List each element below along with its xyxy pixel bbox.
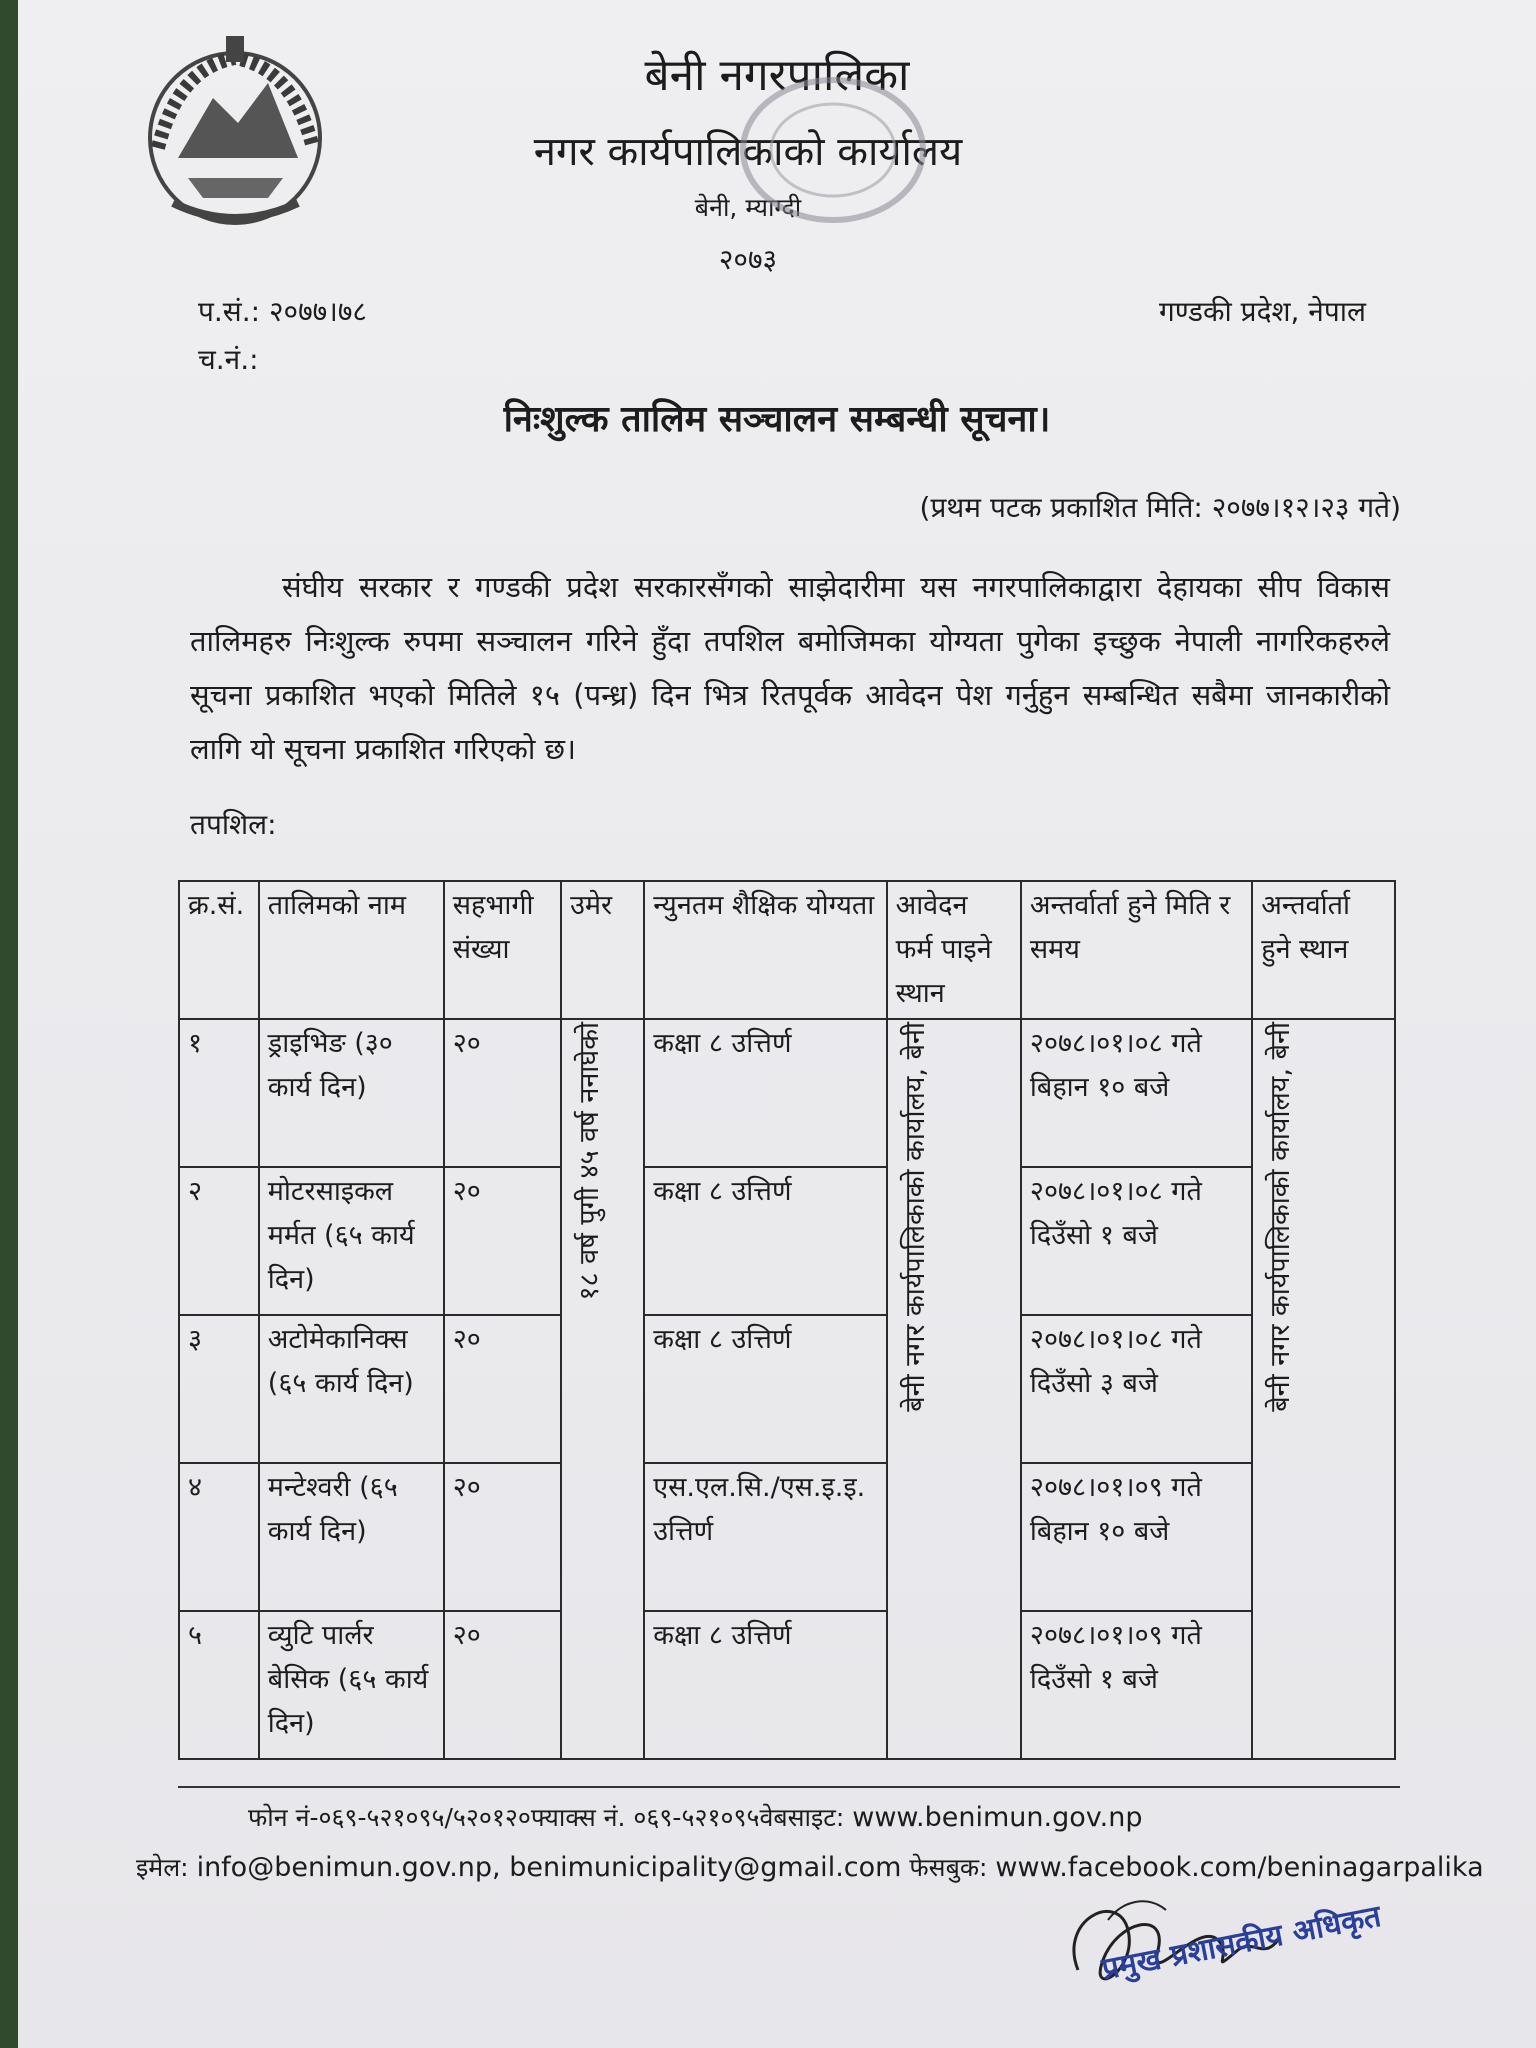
office-name: बेनी नगरपालिका	[644, 50, 910, 101]
reference-number: प.सं.: २०७७।७८	[198, 295, 367, 328]
row-serial: १	[179, 1019, 259, 1167]
table-row	[179, 1315, 1395, 1463]
office-stamp-icon	[728, 70, 938, 230]
table-header-row	[179, 881, 1395, 1019]
header-interview-date: अन्तर्वार्ता हुने मिति र समय	[1021, 881, 1252, 1019]
row-training-name: ड्राइभिङ (३० कार्य दिन)	[259, 1019, 444, 1167]
office-established: २०७३	[718, 243, 778, 276]
footer-email-label: इमेल:	[136, 1853, 189, 1882]
row-interview-date: २०७८।०१।०८ गते दिउँसो १ बजे	[1021, 1167, 1252, 1315]
notice-body: संघीय सरकार र गण्डकी प्रदेश सरकारसँगको साझेदारीमा यस नगरपालिकाद्वारा देहायका सीप विकास तालिमहरु निःशुल्क रुपमा सञ्चालन गरिने हुँदा तपशिल बमोजिमका योग्यता पुगेका इच्छुक नेपाली नागरिकहरुले सूचना प्रकाशित भएको मितिले १५ (पन्ध्र) दिन भित्र रितपूर्वक आवेदन पेश गर्नुहुन सम्बन्धित सबैमा जानकारीको लागि यो सूचना प्रकाशित गरिएको छ।	[190, 570, 1390, 766]
header-training-name: तालिमको नाम	[259, 881, 444, 1019]
row-qualification: एस.एल.सि./एस.इ.इ. उत्तिर्ण	[644, 1463, 886, 1611]
row-participants: २०	[444, 1611, 561, 1759]
row-training-name: मोटरसाइकल मर्मत (६५ कार्य दिन)	[259, 1167, 444, 1315]
footer-facebook-link[interactable]: www.facebook.com/beninagarpalika	[995, 1852, 1484, 1883]
row-qualification: कक्षा ८ उत्तिर्ण	[644, 1167, 886, 1315]
notice-page	[18, 0, 1536, 2048]
footer-email-link[interactable]: info@benimun.gov.np, benimunicipality@gmail.com	[196, 1852, 902, 1883]
header-interview-place: अन्तर्वार्ता हुने स्थान	[1252, 881, 1395, 1019]
dispatch-number: च.नं.:	[198, 343, 259, 376]
row-qualification: कक्षा ८ उत्तिर्ण	[644, 1611, 886, 1759]
row-interview-date: २०७८।०१।०८ गते दिउँसो ३ बजे	[1021, 1315, 1252, 1463]
form-place-merged-cell	[887, 1019, 1021, 1759]
footer-website-link[interactable]: www.benimun.gov.np	[852, 1802, 1143, 1833]
row-training-name: व्युटि पार्लर बेसिक (६५ कार्य दिन)	[259, 1611, 444, 1759]
table-row	[179, 1019, 1395, 1167]
row-serial: ४	[179, 1463, 259, 1611]
row-interview-date: २०७८।०१।०९ गते दिउँसो १ बजे	[1021, 1611, 1252, 1759]
training-schedule-table	[178, 880, 1396, 1760]
table-row	[179, 1463, 1395, 1611]
footer-phone: फोन नं-०६९-५२१०९५/५२०१२०फ्याक्स नं. ०६९-५२१०९५वेबसाइट:	[248, 1803, 845, 1832]
row-participants: २०	[444, 1019, 561, 1167]
form-place: बेनी नगर कार्यपालिकाको कार्यालय, बेनी	[899, 1022, 931, 1412]
province-name: गण्डकी प्रदेश, नेपाल	[1158, 295, 1366, 328]
office-location: बेनी, म्याग्दी	[694, 193, 802, 222]
row-serial: ३	[179, 1315, 259, 1463]
header-participants: सहभागी संख्या	[444, 881, 561, 1019]
header-age: उमेर	[561, 881, 644, 1019]
row-qualification: कक्षा ८ उत्तिर्ण	[644, 1019, 886, 1167]
publish-date: (प्रथम पटक प्रकाशित मिति: २०७७।१२।२३ गते)	[919, 491, 1401, 524]
interview-place-merged-cell	[1252, 1019, 1395, 1759]
age-requirement: १८ वर्ष पुगी ४५ वर्ष ननाघेको	[574, 1022, 606, 1301]
row-qualification: कक्षा ८ उत्तिर्ण	[644, 1315, 886, 1463]
header-form-place: आवेदन फर्म पाइने स्थान	[887, 881, 1021, 1019]
row-training-name: अटोमेकानिक्स (६५ कार्य दिन)	[259, 1315, 444, 1463]
footer-email-line	[136, 1850, 1484, 1884]
schedule-label: तपशिल:	[190, 808, 277, 841]
header-qualification: न्युनतम शैक्षिक योग्यता	[644, 881, 886, 1019]
notice-subject: निःशुल्क तालिम सञ्चालन सम्बन्धी सूचना।	[503, 399, 1051, 440]
footer-facebook-label: फेसबुक:	[909, 1853, 988, 1882]
row-interview-date: २०७८।०१।०८ गते बिहान १० बजे	[1021, 1019, 1252, 1167]
interview-place: बेनी नगर कार्यपालिकाको कार्यालय, बेनी	[1265, 1022, 1297, 1412]
table-row	[179, 1611, 1395, 1759]
row-participants: २०	[444, 1315, 561, 1463]
row-serial: २	[179, 1167, 259, 1315]
header-serial: क्र.सं.	[179, 881, 259, 1019]
row-serial: ५	[179, 1611, 259, 1759]
footer-divider	[178, 1786, 1400, 1788]
row-participants: २०	[444, 1463, 561, 1611]
row-participants: २०	[444, 1167, 561, 1315]
age-merged-cell	[561, 1019, 644, 1759]
office-subtitle: नगर कार्यपालिकाको कार्यालय	[533, 129, 963, 175]
table-row	[179, 1167, 1395, 1315]
row-training-name: मन्टेश्वरी (६५ कार्य दिन)	[259, 1463, 444, 1611]
row-interview-date: २०७८।०१।०९ गते बिहान १० बजे	[1021, 1463, 1252, 1611]
footer-contact-line	[248, 1800, 1142, 1834]
signatory-title: प्रमुख प्रशासकीय अधिकृत	[1098, 1898, 1384, 1988]
